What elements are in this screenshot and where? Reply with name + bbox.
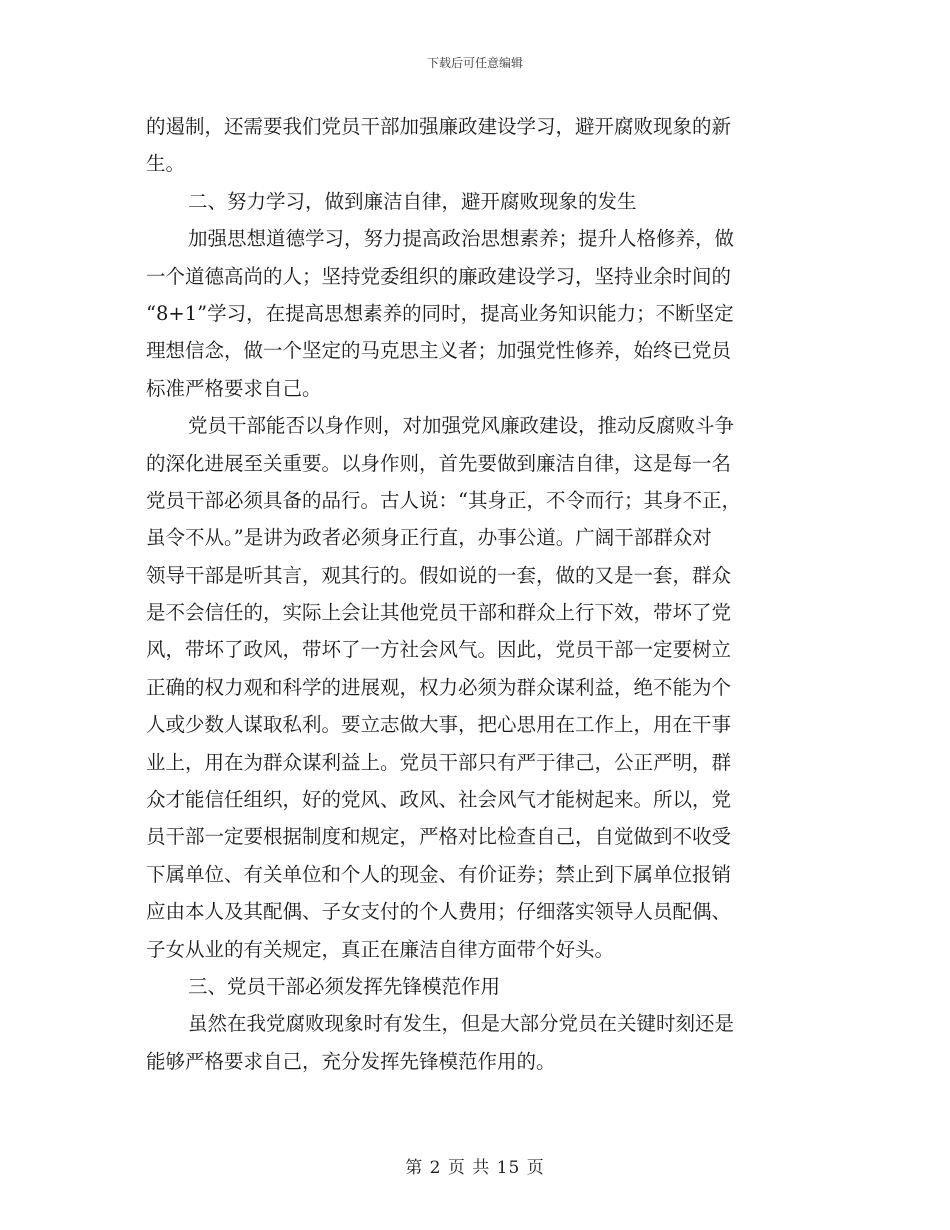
text-line: 子女从业的有关规定，真正在廉洁自律方面带个好头。 [146, 937, 615, 961]
text-line: 虽然在我党腐败现象时有发生，但是大部分党员在关键时刻还是 [188, 1012, 735, 1036]
document-body [146, 108, 806, 1080]
text-line: 党员干部能否以身作则，对加强党风廉政建设，推动反腐败斗争 [188, 414, 735, 438]
page-footer: 第 2 页 共 15 页 [405, 1158, 545, 1178]
text-line: 领导干部是听其言，观其行的。假如说的一套，做的又是一套，群众 [146, 563, 732, 587]
text-line: 一个道德高尚的人；坚持党委组织的廉政建设学习，坚持业余时间的 [146, 264, 732, 288]
text-line: 虽令不从。”是讲为政者必须身正行直，办事公道。广阔干部群众对 [146, 526, 712, 550]
text-line: 下属单位、有关单位和个人的现金、有价证券；禁止到下属单位报销 [146, 862, 732, 886]
text-line: 二、努力学习，做到廉洁自律，避开腐败现象的发生 [188, 189, 637, 213]
text-line: “8+1”学习，在提高思想素养的同时，提高业务知识能力；不断坚定 [146, 301, 734, 325]
text-line: 应由本人及其配偶、子女支付的个人费用；仔细落实领导人员配偶、 [146, 900, 732, 924]
text-line: 三、党员干部必须发挥先锋模范作用 [188, 974, 501, 998]
text-line: 生。 [146, 152, 186, 176]
text-line: 业上，用在为群众谋利益上。党员干部只有严于律己，公正严明，群 [146, 750, 732, 774]
text-line: 是不会信任的，实际上会让其他党员干部和群众上行下效，带坏了党 [146, 601, 732, 625]
text-line: 加强思想道德学习，努力提高政治思想素养；提升人格修养，做 [188, 227, 735, 251]
text-line: 风，带坏了政风，带坏了一方社会风气。因此，党员干部一定要树立 [146, 638, 732, 662]
text-line: 人或少数人谋取私利。要立志做大事，把心思用在工作上，用在干事 [146, 713, 732, 737]
text-line: 的遏制，还需要我们党员干部加强廉政建设学习，避开腐败现象的新 [146, 115, 732, 138]
text-line: 党员干部必须具备的品行。古人说：“其身正，不令而行；其身不正， [146, 488, 741, 512]
text-line: 正确的权力观和科学的进展观，权力必须为群众谋利益，绝不能为个 [146, 675, 732, 699]
text-line: 能够严格要求自己，充分发挥先锋模范作用的。 [146, 1049, 556, 1073]
page-header: 下载后可任意编辑 [426, 56, 523, 70]
text-line: 众才能信任组织，好的党风、政风、社会风气才能树起来。所以，党 [146, 788, 732, 812]
text-line: 的深化进展至关重要。以身作则，首先要做到廉洁自律，这是每一名 [146, 451, 732, 475]
text-line: 员干部一定要根据制度和规定，严格对比检查自己，自觉做到不收受 [146, 825, 732, 849]
text-line: 理想信念，做一个坚定的马克思主义者；加强党性修养，始终已党员 [146, 339, 732, 363]
text-line: 标准严格要求自己。 [146, 376, 322, 400]
